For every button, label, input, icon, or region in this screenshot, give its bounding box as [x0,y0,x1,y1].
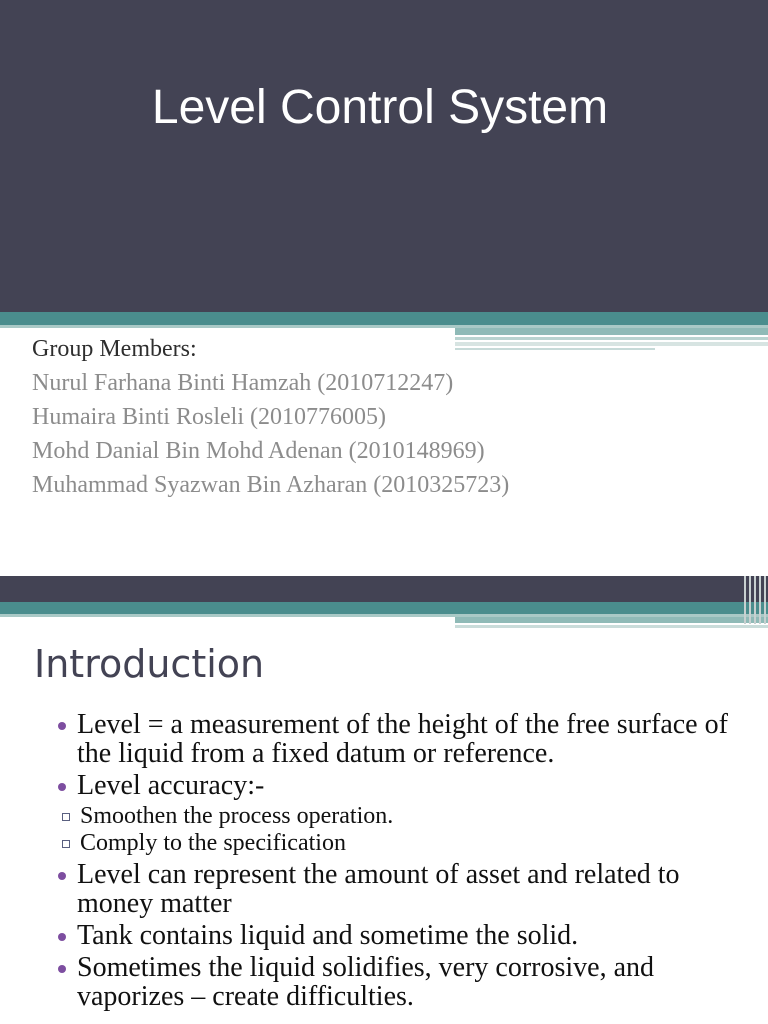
list-item: Tank contains liquid and sometime the solid. [56,921,756,950]
slide-title: Level Control System [151,81,609,134]
members-heading: Group Members: [32,336,197,362]
list-item: Level = a measurement of the height of the free surface of the liquid from a fixed datum or reference. [56,710,756,768]
slide-title: Introduction [34,642,265,686]
title-band [0,0,768,312]
vertical-lines-decoration [744,576,766,624]
bullet-list [56,710,756,1014]
sub-bullet-list [56,803,756,857]
member-name: Nurul Farhana Binti Hamzah (2010712247) [32,370,454,396]
list-item: Level can represent the amount of asset and related to money matter [56,860,756,918]
member-name: Mohd Danial Bin Mohd Adenan (2010148969) [32,438,485,464]
member-name: Humaira Binti Rosleli (2010776005) [32,404,386,430]
member-name: Muhammad Syazwan Bin Azharan (2010325723) [32,472,510,498]
sub-list-item: Comply to the specification [56,830,756,857]
header-band [0,576,768,602]
list-item: Sometimes the liquid solidifies, very corrosive, and vaporizes – create difficulties. [56,953,756,1011]
introduction-slide [0,576,768,1024]
list-item: Level accuracy:- [56,771,756,800]
sub-list-item: Smoothen the process operation. [56,803,756,830]
group-members [32,332,509,502]
